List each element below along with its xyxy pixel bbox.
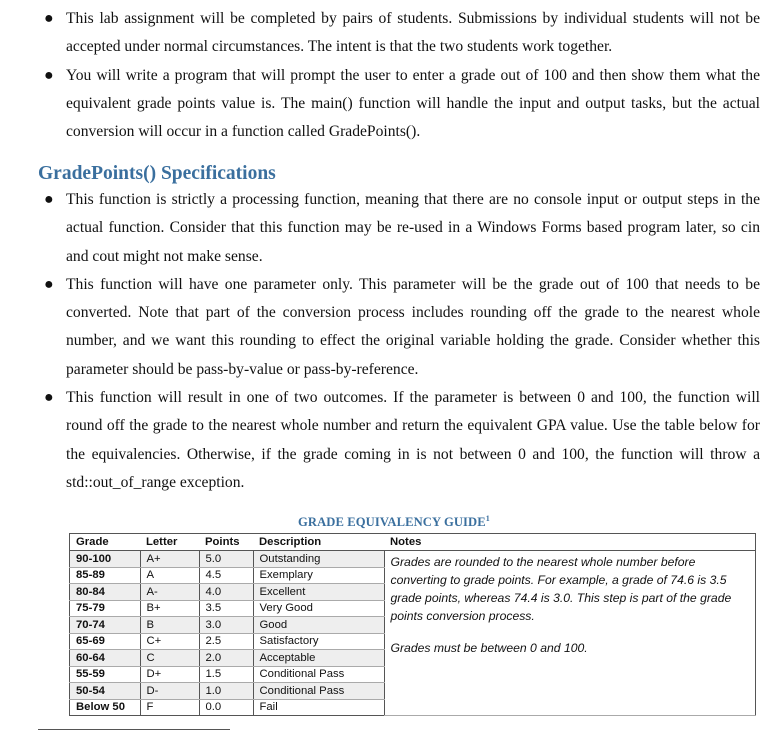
table-row xyxy=(70,551,756,568)
spec-bullet-list xyxy=(0,186,768,497)
cell-description: Conditional Pass xyxy=(253,683,384,700)
list-item xyxy=(0,271,768,384)
cell-description: Exemplary xyxy=(253,567,384,584)
cell-letter: C+ xyxy=(140,633,199,650)
cell-points: 0.0 xyxy=(199,699,253,716)
cell-grade: 50-54 xyxy=(70,683,141,700)
cell-grade: Below 50 xyxy=(70,699,141,716)
cell-points: 3.0 xyxy=(199,617,253,634)
cell-grade: 90-100 xyxy=(70,551,141,568)
list-item xyxy=(0,62,768,147)
cell-letter: B+ xyxy=(140,600,199,617)
header-grade: Grade xyxy=(70,534,141,551)
cell-letter: A xyxy=(140,567,199,584)
header-letter: Letter xyxy=(140,534,199,551)
cell-grade: 60-64 xyxy=(70,650,141,667)
bullet-text: This lab assignment will be completed by pairs of students. Submissions by individual students will not be accepted under normal circumstances. The intent is that the two students work together. xyxy=(66,10,760,56)
cell-points: 2.5 xyxy=(199,633,253,650)
cell-points: 4.5 xyxy=(199,567,253,584)
footnote-separator xyxy=(38,729,230,730)
section-heading: GradePoints() Specifications xyxy=(38,163,276,184)
cell-letter: D- xyxy=(140,683,199,700)
table-header-row xyxy=(70,534,756,551)
list-item xyxy=(0,5,768,62)
cell-description: Good xyxy=(253,617,384,634)
footnote-marker: 1 xyxy=(485,514,490,523)
note-spacer xyxy=(391,625,751,639)
grade-equivalency-table xyxy=(69,533,756,716)
bullet-text: You will write a program that will prompt the user to enter a grade out of 100 and then show them what the equivalent grade points value is. The main() function will handle the input and output tasks, but the actual conversion will occur in a function called GradePoints(). xyxy=(66,66,760,141)
cell-letter: A- xyxy=(140,584,199,601)
bullet-text: This function is strictly a processing function, meaning that there are no console input or output steps in the actual function. Consider that this function may be re-used in a Windows Forms based program later, so cin and cout might not make sense. xyxy=(66,191,760,265)
bullet-icon: ● xyxy=(44,389,54,407)
table-title-text: GRADE EQUIVALENCY GUIDE xyxy=(298,515,486,530)
cell-description: Fail xyxy=(253,699,384,716)
cell-points: 4.0 xyxy=(199,584,253,601)
cell-points: 5.0 xyxy=(199,551,253,568)
cell-points: 2.0 xyxy=(199,650,253,667)
list-item xyxy=(0,384,768,497)
cell-letter: A+ xyxy=(140,551,199,568)
cell-points: 3.5 xyxy=(199,600,253,617)
bullet-text: This function will result in one of two outcomes. If the parameter is between 0 and 100, the function will round off the grade to the nearest whole number and return the equivalent GPA value. Use the table below for the equivalencies. Otherwise, if the grade coming in is not between 0 and 100, the function will throw a std::out_of_range exception. xyxy=(66,389,760,491)
cell-description: Conditional Pass xyxy=(253,666,384,683)
cell-grade: 85-89 xyxy=(70,567,141,584)
table-title xyxy=(298,514,490,530)
cell-points: 1.0 xyxy=(199,683,253,700)
cell-grade: 75-79 xyxy=(70,600,141,617)
cell-letter: B xyxy=(140,617,199,634)
note-text: Grades are rounded to the nearest whole number before converting to grade points. For example, a grade of 74.6 is 3.5 grade points, whereas 74.4 is 3.0. This step is part of the grade points conversion process. xyxy=(390,555,732,623)
bullet-icon: ● xyxy=(44,66,54,84)
cell-description: Very Good xyxy=(253,600,384,617)
list-item xyxy=(0,186,768,271)
cell-grade: 80-84 xyxy=(70,584,141,601)
note-text: Grades must be between 0 and 100. xyxy=(390,641,588,655)
cell-description: Outstanding xyxy=(253,551,384,568)
bullet-icon: ● xyxy=(44,10,54,27)
header-description: Description xyxy=(253,534,384,551)
bullet-icon: ● xyxy=(44,275,54,293)
header-points: Points xyxy=(199,534,253,551)
cell-grade: 65-69 xyxy=(70,633,141,650)
header-notes: Notes xyxy=(384,534,755,551)
cell-description: Excellent xyxy=(253,584,384,601)
cell-description: Satisfactory xyxy=(253,633,384,650)
cell-grade: 70-74 xyxy=(70,617,141,634)
cell-description: Acceptable xyxy=(253,650,384,667)
cell-points: 1.5 xyxy=(199,666,253,683)
bullet-icon: ● xyxy=(44,191,54,208)
cell-grade: 55-59 xyxy=(70,666,141,683)
notes-cell xyxy=(384,551,755,716)
cell-letter: D+ xyxy=(140,666,199,683)
bullet-text: This function will have one parameter only. This parameter will be the grade out of 100 that needs to be converted. Note that part of the conversion process includes rounding off the grade to the nearest whole number, and we want this rounding to effect the original variable holding the grade. Consider whether this parameter should be pass-by-value or pass-by-reference. xyxy=(66,275,760,378)
cell-letter: F xyxy=(140,699,199,716)
cell-letter: C xyxy=(140,650,199,667)
intro-bullet-list xyxy=(0,5,768,146)
